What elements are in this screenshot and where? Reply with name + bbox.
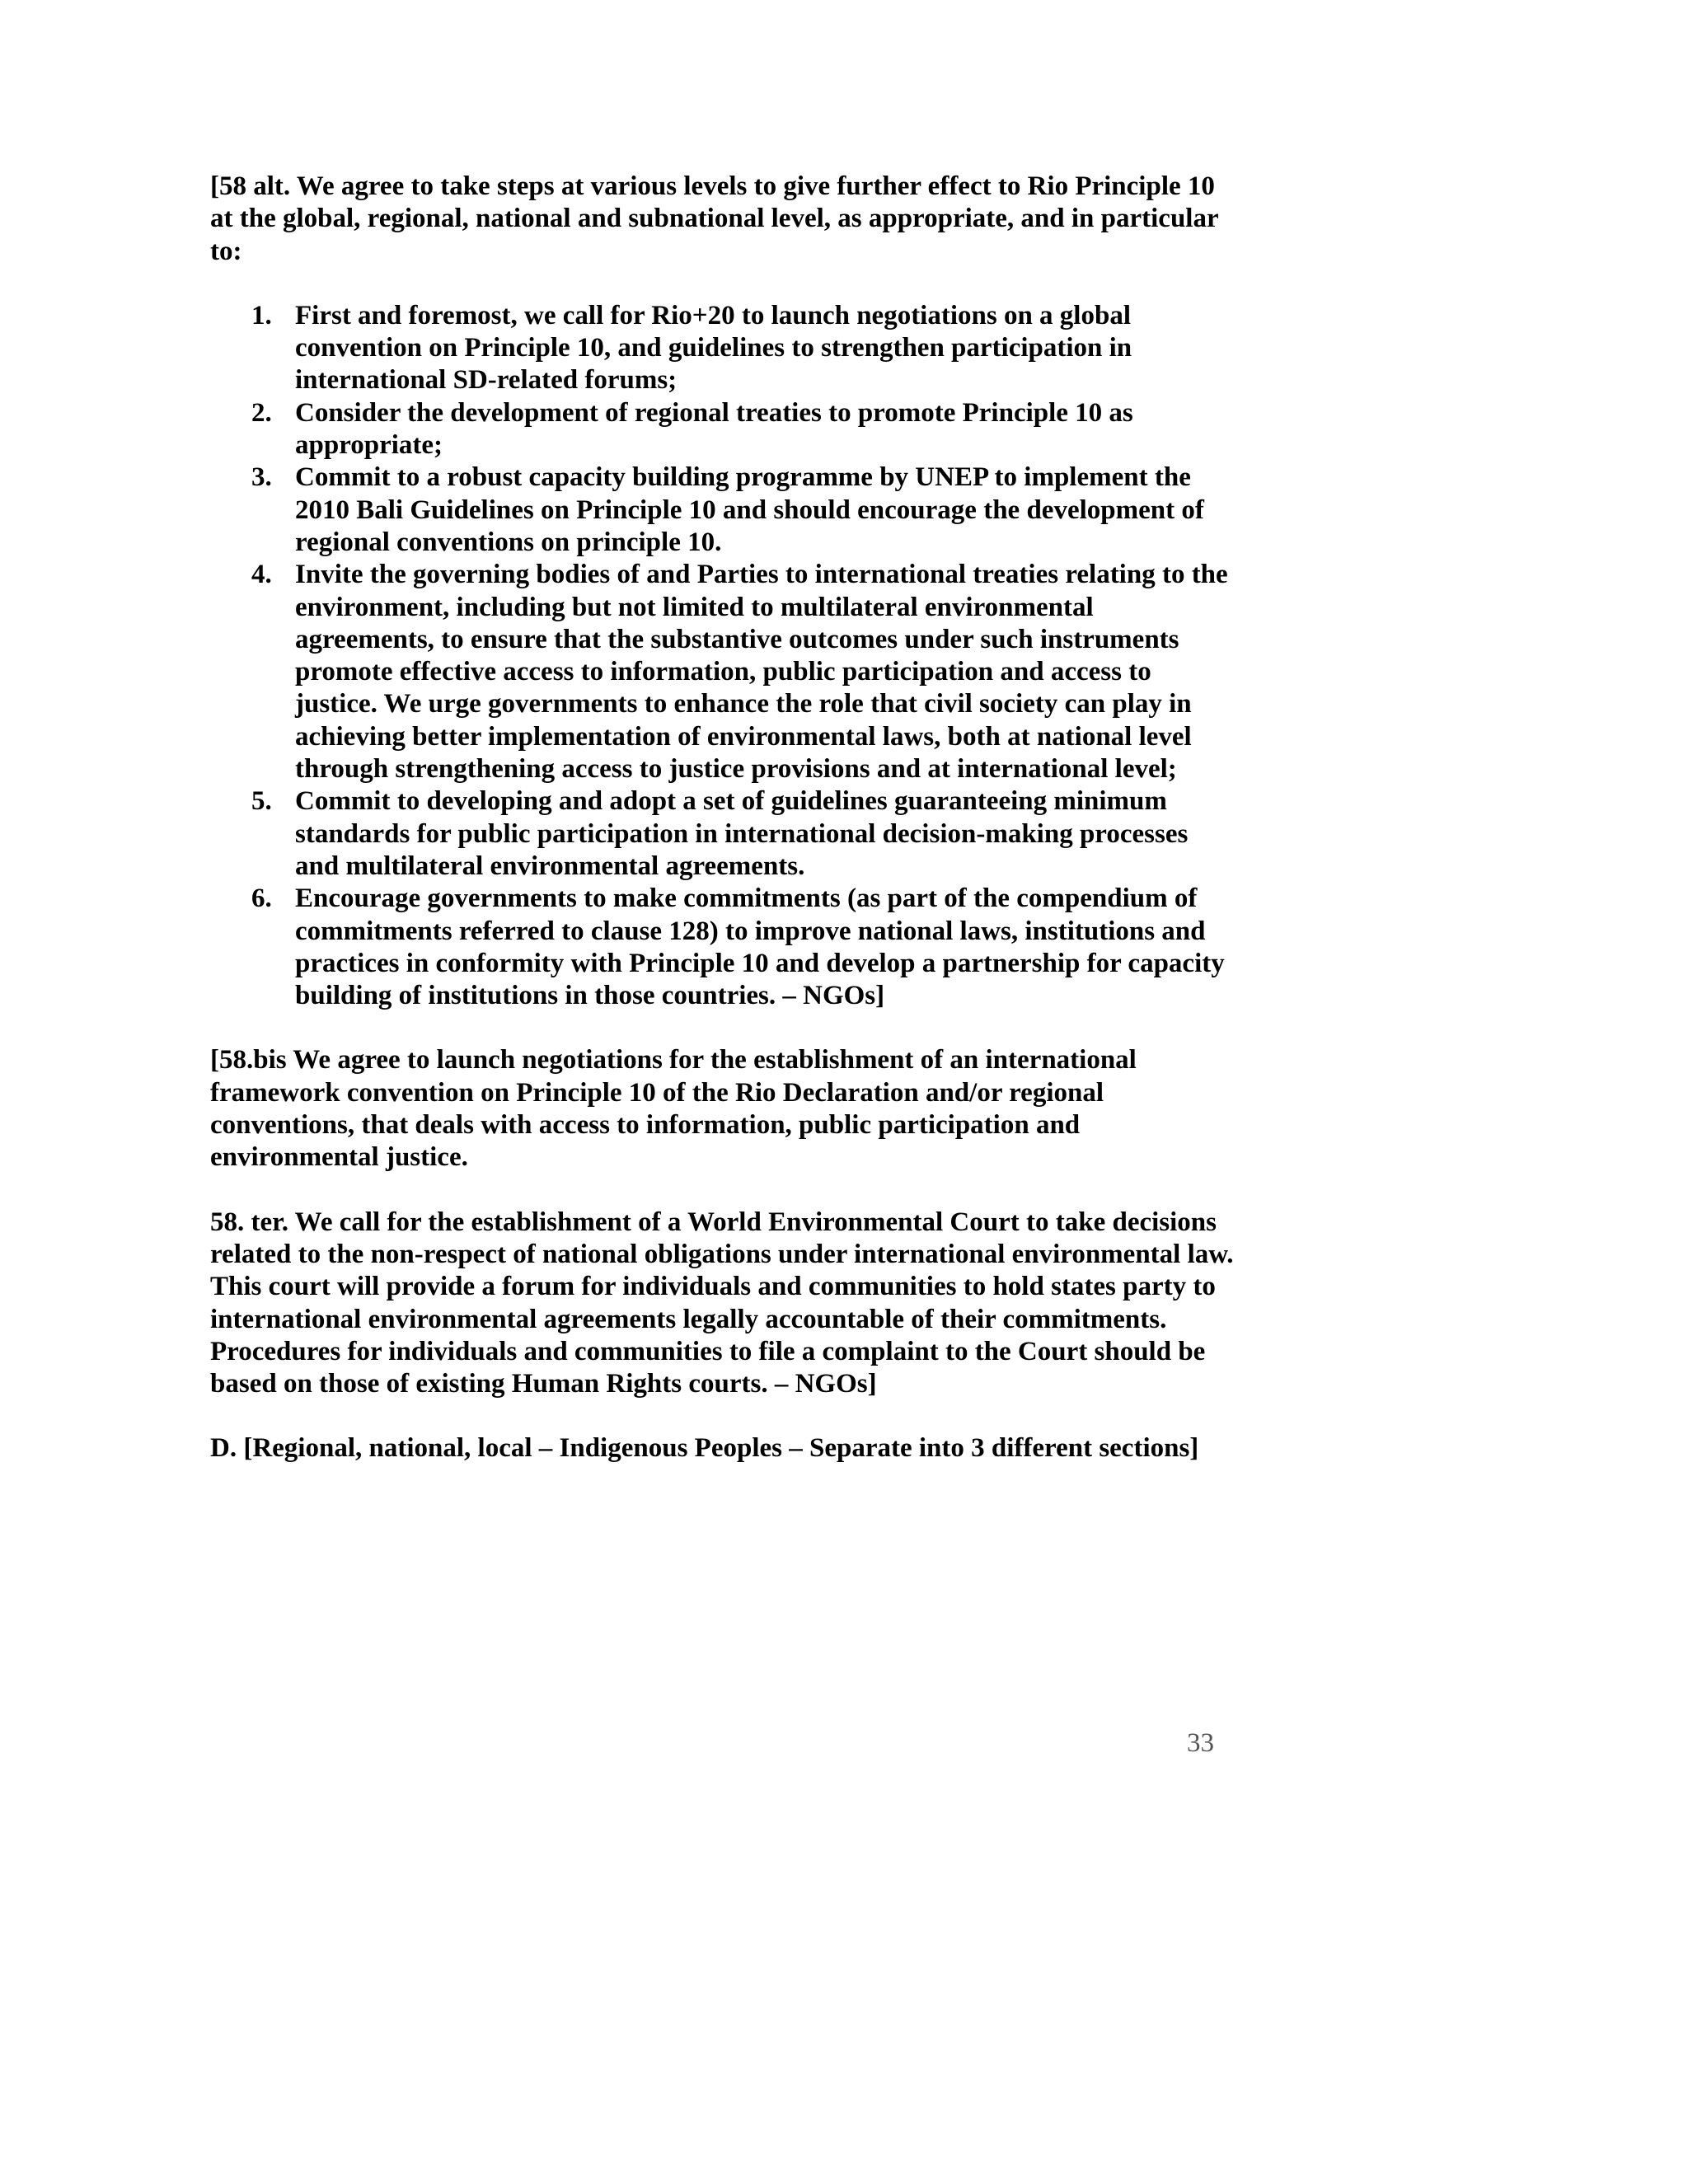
list-item-number: 3.: [251, 462, 272, 493]
list-item: [210, 559, 1236, 785]
list-item-number: 1.: [251, 300, 272, 330]
paragraph-58-alt: [58 alt. We agree to take steps at various levels to give further effect to Rio Principle 10 at the global, regional, national and subnational level, as appropriate, and in particular to:: [210, 171, 1219, 266]
list-item: [210, 883, 1236, 1012]
paragraph-58-ter: 58. ter. We call for the establishment of a World Environmental Court to take decisions related to the non-respect of national obligations under international environmental law. This court will provide a forum for individuals and communities to hold states party to international environmental agreements legally accountable of their commitments. Procedures for individuals and communities to file a complaint to the Court should be based on those of existing Human Rights courts. – NGOs]: [210, 1207, 1234, 1399]
paragraph-spacer: [210, 1174, 1236, 1207]
list-item: [210, 397, 1236, 462]
list-item-text: Commit to developing and adopt a set of guidelines guaranteeing minimum standards for public participation in international decision-making processes and multilateral environmental agreements.: [295, 786, 1189, 881]
paragraph-spacer: [210, 1400, 1236, 1432]
document-body: [210, 171, 1236, 1465]
list-item: [210, 785, 1236, 883]
list-item-text: Encourage governments to make commitments (as part of the compendium of commitments referred to clause 128) to improve national laws, institutions and practices in conformity with Principle 10 and develop a partnership for capacity building of institutions in those countries. – NGOs]: [295, 883, 1225, 1011]
section-d-heading: D. [Regional, national, local – Indigenous Peoples – Separate into 3 different sections]: [210, 1433, 1199, 1464]
list-item-text: Consider the development of regional treaties to promote Principle 10 as appropriate;: [295, 397, 1133, 461]
list-item-number: 2.: [251, 397, 272, 428]
list-item-text: Commit to a robust capacity building programme by UNEP to implement the 2010 Bali Guidelines on Principle 10 and should encourage the development of regional conventions on principle 10.: [295, 462, 1204, 557]
list-item-number: 5.: [251, 786, 272, 817]
list-item-text: First and foremost, we call for Rio+20 to launch negotiations on a global convention on Principle 10, and guidelines to strengthen participation in international SD-related forums;: [295, 300, 1132, 396]
page-number: 33: [1187, 1728, 1214, 1758]
list-item-number: 4.: [251, 560, 272, 590]
list-item: [210, 462, 1236, 559]
list-item-number: 6.: [251, 883, 272, 914]
commitments-list: [210, 300, 1236, 1013]
list-item-text: Invite the governing bodies of and Parties to international treaties relating to the environment, including but not limited to multilateral environmental agreements, to ensure that the substantive outcomes under such instruments promote effective access to information, public participation and access to justice. We urge governments to enhance the role that civil society can play in achieving better implementation of environmental laws, both at national level through strengthening access to justice provisions and at international level;: [295, 560, 1228, 785]
paragraph-58-bis: [58.bis We agree to launch negotiations for the establishment of an international framework convention on Principle 10 of the Rio Declaration and/or regional conventions, that deals with access to information, public participation and environmental justice.: [210, 1045, 1137, 1173]
list-item: [210, 300, 1236, 397]
